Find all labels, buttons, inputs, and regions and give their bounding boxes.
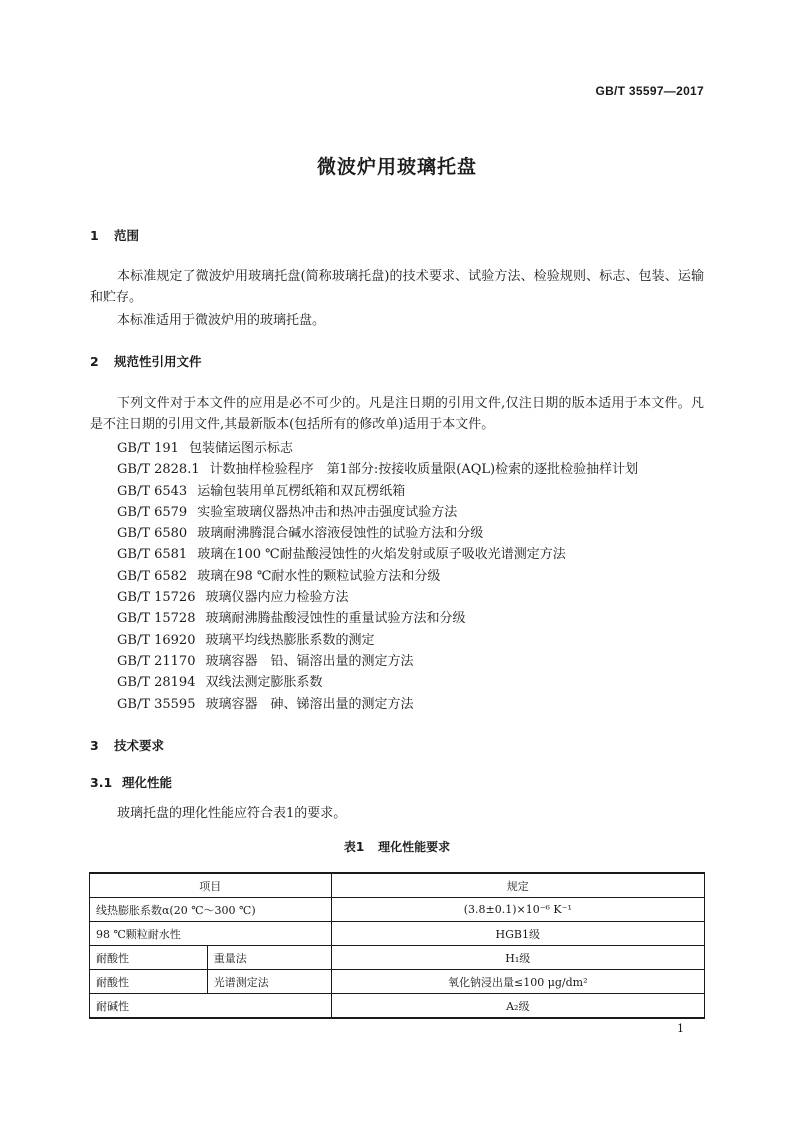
reference-code: GB/T 15726 [117, 590, 196, 606]
section-1-number: 1 [90, 228, 99, 243]
reference-title: 双线法测定膨胀系数 [205, 675, 323, 691]
table-title: 理化性能要求 [378, 840, 451, 854]
reference-code: GB/T 6579 [117, 504, 188, 520]
table-caption [0, 838, 794, 855]
reference-code: GB/T 16920 [117, 632, 196, 648]
reference-title: 玻璃耐沸腾盐酸浸蚀性的重量试验方法和分级 [205, 611, 466, 627]
row-item: 耐酸性 [90, 946, 208, 970]
reference-code: GB/T 6543 [117, 483, 188, 499]
table-header-row [90, 873, 705, 898]
reference-title: 玻璃在98 ℃耐水性的颗粒试验方法和分级 [197, 568, 441, 584]
section-2-number: 2 [90, 354, 99, 369]
row-item: 耐酸性 [90, 970, 208, 994]
reference-code: GB/T 2828.1 [117, 462, 200, 478]
section-3-number: 3 [90, 738, 99, 753]
reference-code: GB/T 21170 [117, 653, 196, 669]
requirements-table [89, 872, 705, 1019]
row-spec: A₂级 [331, 994, 704, 1019]
section-3-1-text: 玻璃托盘的理化性能应符合表1的要求。 [117, 806, 347, 821]
reference-code: GB/T 6581 [117, 547, 188, 563]
reference-item [117, 587, 638, 608]
reference-code: GB/T 28194 [117, 675, 196, 691]
table-row [90, 922, 705, 946]
reference-title: 玻璃仪器内应力检验方法 [205, 590, 349, 606]
row-item: 线热膨胀系数α(20 ℃～300 ℃) [90, 898, 332, 922]
reference-item [117, 502, 638, 523]
reference-code: GB/T 15728 [117, 611, 196, 627]
row-spec: (3.8±0.1)×10⁻⁶ K⁻¹ [331, 898, 704, 922]
table-row [90, 898, 705, 922]
table-label: 表1 [343, 840, 365, 854]
section-1-paragraph-1: 本标准规定了微波炉用玻璃托盘(简称玻璃托盘)的技术要求、试验方法、检验规则、标志、包装、运输和贮存。 [90, 269, 704, 305]
row-item: 98 ℃颗粒耐水性 [90, 922, 332, 946]
section-3-title: 技术要求 [114, 738, 165, 753]
standard-code: GB/T 35597—2017 [595, 84, 704, 98]
table-row [90, 994, 705, 1019]
reference-item [117, 630, 638, 651]
row-subitem: 光谱测定法 [207, 970, 331, 994]
page-number: 1 [677, 1022, 684, 1035]
row-spec: HGB1级 [331, 922, 704, 946]
row-item: 耐碱性 [90, 994, 332, 1019]
reference-code: GB/T 191 [117, 441, 179, 456]
reference-title: 玻璃在100 ℃耐盐酸浸蚀性的火焰发射或原子吸收光谱测定方法 [197, 547, 566, 563]
header-item: 项目 [90, 873, 332, 898]
table-row [90, 946, 705, 970]
reference-title: 玻璃容器 砷、锑溶出量的测定方法 [205, 696, 414, 712]
reference-title: 计数抽样检验程序 第1部分:按接收质量限(AQL)检索的逐批检验抽样计划 [209, 462, 639, 478]
section-2-title: 规范性引用文件 [114, 354, 202, 369]
section-3-1-heading [90, 773, 172, 791]
reference-item [117, 608, 638, 629]
reference-item [117, 544, 638, 565]
row-subitem: 重量法 [207, 946, 331, 970]
reference-item [117, 481, 638, 502]
row-spec: 氧化钠浸出量≤100 μg/dm² [331, 970, 704, 994]
section-3-heading [90, 736, 164, 754]
reference-title: 玻璃平均线热膨胀系数的测定 [205, 632, 375, 648]
row-spec: H₁级 [331, 946, 704, 970]
reference-title: 玻璃容器 铅、镉溶出量的测定方法 [205, 653, 414, 669]
section-2-intro: 下列文件对于本文件的应用是必不可少的。凡是注日期的引用文件,仅注日期的版本适用于本文件。凡是不注日期的引用文件,其最新版本(包括所有的修改单)适用于本文件。 [90, 396, 704, 432]
reference-item [117, 523, 638, 544]
reference-item [117, 459, 638, 480]
reference-code: GB/T 6582 [117, 568, 188, 584]
section-1-heading [90, 226, 139, 244]
document-title: 微波炉用玻璃托盘 [316, 156, 477, 178]
reference-title: 玻璃耐沸腾混合碱水溶液侵蚀性的试验方法和分级 [197, 526, 484, 542]
reference-code: GB/T 35595 [117, 696, 196, 712]
reference-item [117, 672, 638, 693]
section-3-1-number: 3.1 [90, 775, 113, 790]
reference-item [117, 651, 638, 672]
section-1-paragraph-2: 本标准适用于微波炉用的玻璃托盘。 [117, 313, 326, 328]
reference-list [117, 438, 638, 715]
reference-title: 包装储运图示标志 [188, 441, 293, 456]
reference-title: 运输包装用单瓦楞纸箱和双瓦楞纸箱 [197, 483, 406, 499]
section-2-heading [90, 352, 202, 370]
table-row [90, 970, 705, 994]
reference-item [117, 694, 638, 715]
section-3-1-title: 理化性能 [122, 775, 173, 790]
reference-item [117, 438, 638, 459]
header-spec: 规定 [331, 873, 704, 898]
section-1-title: 范围 [114, 228, 140, 243]
reference-item [117, 566, 638, 587]
reference-title: 实验室玻璃仪器热冲击和热冲击强度试验方法 [197, 504, 458, 520]
reference-code: GB/T 6580 [117, 526, 188, 542]
